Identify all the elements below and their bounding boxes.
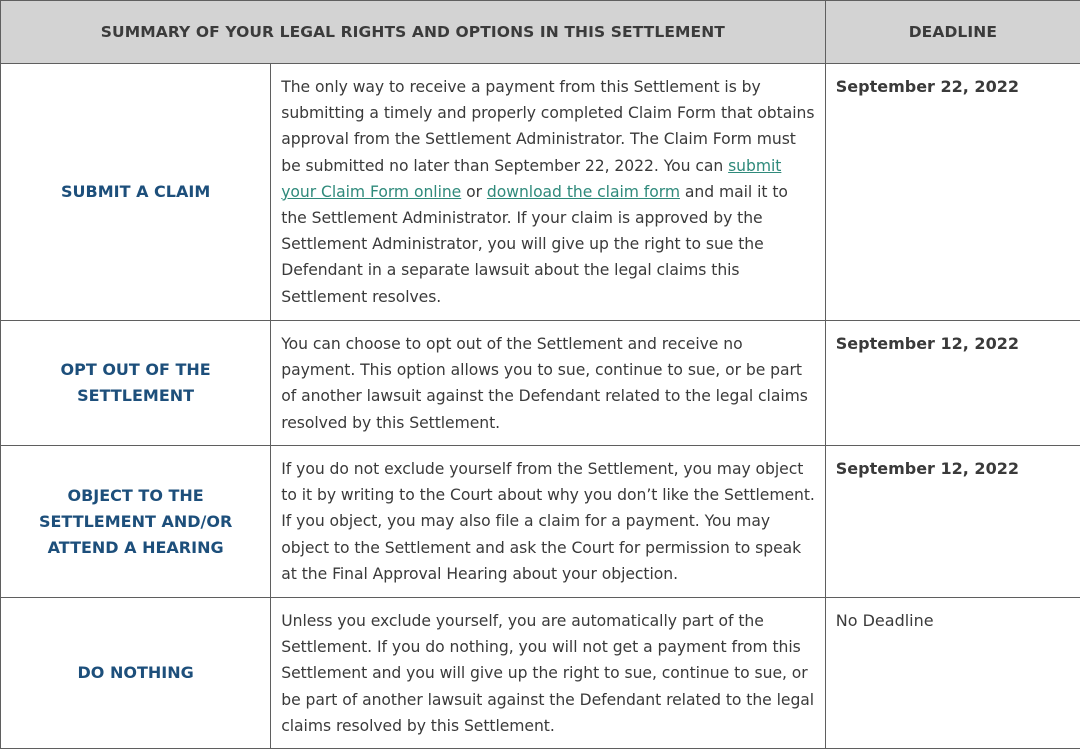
option-label: OPT OUT OF THE SETTLEMENT xyxy=(1,321,271,446)
option-label: DO NOTHING xyxy=(1,598,271,749)
option-label: OBJECT TO THE SETTLEMENT AND/OR ATTEND A HEARING xyxy=(1,446,271,598)
table-row-opt-out xyxy=(1,321,1080,446)
download-claim-form-link[interactable]: download the claim form xyxy=(487,183,680,201)
deadline-value: September 12, 2022 xyxy=(825,446,1080,598)
table-row-do-nothing xyxy=(1,598,1080,749)
description-text: and mail it to the Settlement Administrator. If your claim is approved by the Settlement Administrator, you will give up the right to sue the Defendant in a separate lawsuit about the legal claims this Settlement resolves. xyxy=(281,183,788,306)
submit-claim-online-link[interactable]: submit your Claim Form online xyxy=(281,157,781,201)
description-text: or xyxy=(461,183,487,201)
option-description: You can choose to opt out of the Settlement and receive no payment. This option allows you to sue, continue to sue, or be part of another lawsuit against the Defendant related to the legal claims resolved by this Settlement. xyxy=(271,321,826,446)
table-row-object xyxy=(1,446,1080,598)
deadline-value: No Deadline xyxy=(825,598,1080,749)
table-header-row xyxy=(1,1,1080,64)
deadline-value: September 22, 2022 xyxy=(825,64,1080,321)
description-text: The only way to receive a payment from this Settlement is by submitting a timely and properly completed Claim Form that obtains approval from the Settlement Administrator. The Claim Form must be submitted no later than September 22, 2022. You can xyxy=(281,78,814,175)
table-row-submit-claim xyxy=(1,64,1080,321)
summary-header: SUMMARY OF YOUR LEGAL RIGHTS AND OPTIONS IN THIS SETTLEMENT xyxy=(1,1,826,64)
option-description xyxy=(271,64,826,321)
option-label: SUBMIT A CLAIM xyxy=(1,64,271,321)
deadline-value: September 12, 2022 xyxy=(825,321,1080,446)
deadline-header: DEADLINE xyxy=(825,1,1080,64)
option-description: Unless you exclude yourself, you are automatically part of the Settlement. If you do nothing, you will not get a payment from this Settlement and you will give up the right to sue, continue to sue, or be part of another lawsuit against the Defendant related to the legal claims resolved by this Settlement. xyxy=(271,598,826,749)
option-description: If you do not exclude yourself from the Settlement, you may object to it by writing to the Court about why you don’t like the Settlement. If you object, you may also file a claim for a payment. You may object to the Settlement and ask the Court for permission to speak at the Final Approval Hearing about your objection. xyxy=(271,446,826,598)
